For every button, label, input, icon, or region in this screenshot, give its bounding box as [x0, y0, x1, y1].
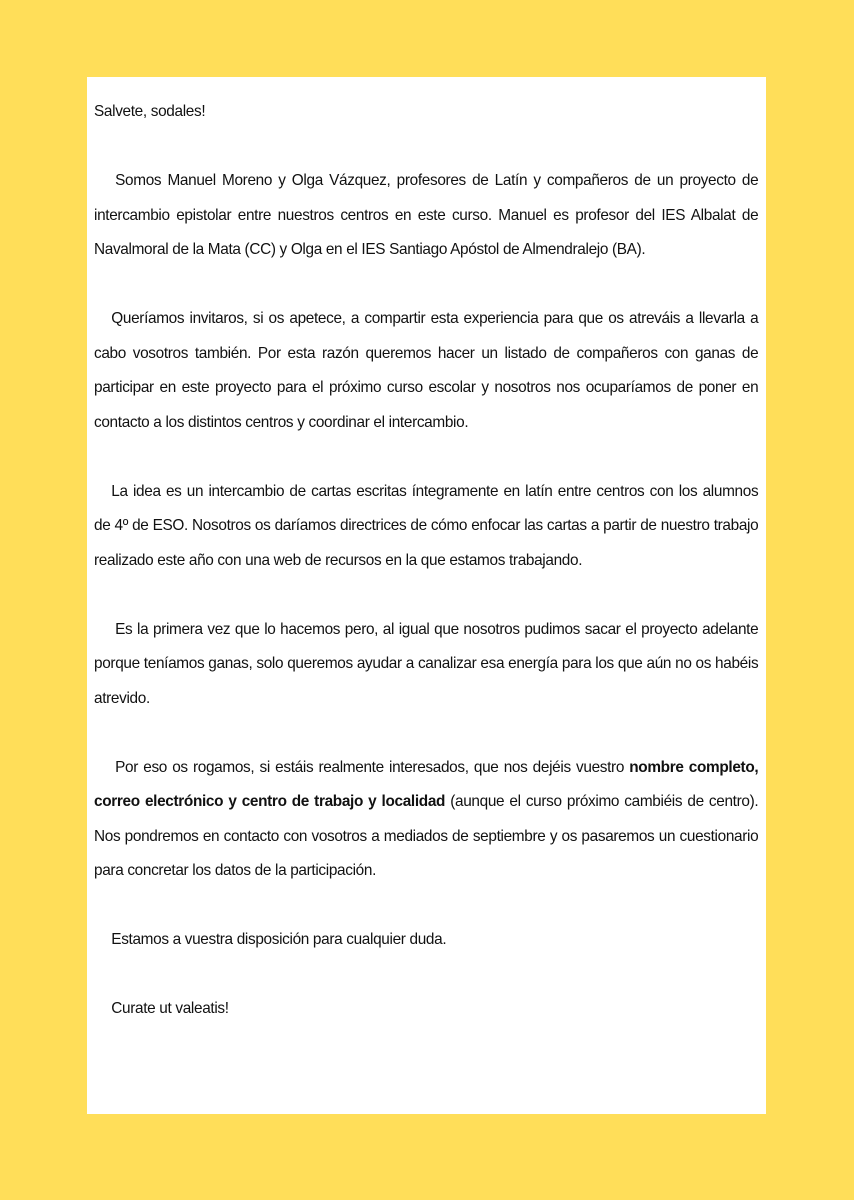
paragraph-spacer — [94, 440, 758, 475]
paragraph-first-time: Es la primera vez que lo hacemos pero, al igual que nosotros pudimos sacar el proyecto adelante porque teníamos ganas, solo queremos ayudar a canalizar esa energía para los que aún no os habéis atrevido. — [94, 620, 759, 707]
paragraph-availability: Estamos a vuestra disposición para cualquier duda. — [111, 931, 447, 948]
request-text-start: Por eso os rogamos, si estáis realmente interesados, que nos dejéis vuestro — [115, 758, 630, 776]
paragraph-idea: La idea es un intercambio de cartas escritas íntegramente en latín entre centros con los alumnos de 4º de ESO. Nosotros os daríamos directrices de cómo enfocar las cartas a partir de nuestro trabajo realizado este año con una web de recursos en la que estamos trabajando. — [94, 482, 759, 569]
paragraph-spacer — [94, 716, 758, 751]
greeting: Salvete, sodales! — [94, 103, 206, 120]
paragraph-spacer — [94, 958, 758, 993]
letter-page — [87, 77, 766, 1114]
paragraph-spacer — [94, 130, 758, 165]
request-required-fields: nombre completo, correo electrónico y centro de trabajo y localidad — [94, 758, 759, 810]
paragraph-spacer — [94, 578, 758, 613]
paragraph-request — [94, 751, 758, 889]
paragraph-spacer — [94, 268, 758, 303]
request-text-end: (aunque el curso próximo cambiéis de centro). Nos pondremos en contacto con vosotros a mediados de septiembre y os pasaremos un cuestionario para concretar los datos de la participación. — [94, 793, 759, 879]
paragraph-spacer — [94, 889, 758, 924]
closing: Curate ut valeatis! — [111, 1000, 229, 1017]
paragraph-introduction: Somos Manuel Moreno y Olga Vázquez, profesores de Latín y compañeros de un proyecto de intercambio epistolar entre nuestros centros en este curso. Manuel es profesor del IES Albalat de Navalmoral de la Mata (CC) y Olga en el IES Santiago Apóstol de Almendralejo (BA). — [94, 172, 759, 258]
paragraph-invitation: Queríamos invitaros, si os apetece, a compartir esta experiencia para que os atreváis a llevarla a cabo vosotros también. Por esta razón queremos hacer un listado de compañeros con ganas de participar en este proyecto para el próximo curso escolar y nosotros nos ocuparíamos de poner en contacto a los distintos centros y coordinar el intercambio. — [94, 310, 759, 431]
letter-body — [94, 95, 758, 1027]
